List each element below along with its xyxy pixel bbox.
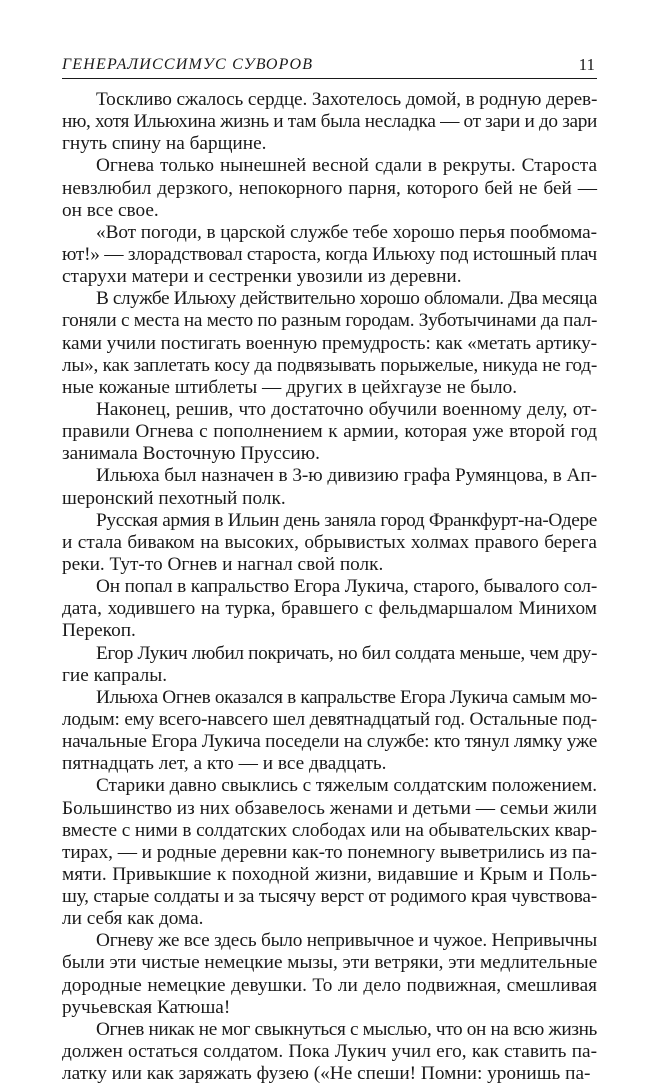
text-line: Егор Лукич любил покричать, но бил солдата меньше, чем дру-: [96, 642, 597, 664]
text-line: были эти чистые немецкие мызы, эти ветряки, эти медлительные: [62, 952, 598, 974]
text-line: мяти. Привыкшие к походной жизни, видавшие и Крым и Поль-: [62, 863, 597, 885]
text-line: реки. Тут-то Огнев и нагнал свой полк.: [62, 553, 384, 575]
text-line: Огнев никак не мог свыкнуться с мыслью, что он на всю жизнь: [96, 1018, 597, 1040]
text-line: он все свое.: [62, 199, 159, 221]
text-line: Перекоп.: [62, 620, 136, 642]
text-line: Ильюха Огнев оказался в капральстве Егора Лукича самым мо-: [96, 686, 597, 708]
text-line: латку или как заряжать фузею («Не спеши! Помни: уронишь па-: [62, 1063, 591, 1085]
paragraph: [62, 222, 597, 288]
text-line: Наконец, решив, что достаточно обучили военному делу, от-: [96, 398, 597, 420]
text-line: начальные Егора Лукича поседели на службе: кто тянул лямку уже: [62, 731, 598, 753]
text-line: старухи матери и сестренки увозили из деревни.: [62, 266, 462, 288]
text-line: ками учили постигать военную премудрость: как «метать артику-: [62, 332, 597, 354]
text-line: должен остаться солдатом. Пока Лукич учил его, как ставить па-: [62, 1041, 597, 1063]
text-line: правили Огнева с пополнением к армии, которая уже второй год: [62, 421, 597, 443]
header-rule: [62, 78, 597, 79]
text-line: Огневу же все здесь было непривычное и чужое. Непривычны: [96, 930, 597, 952]
text-line: ручьевская Катюша!: [62, 996, 231, 1018]
text-line: дородные немецкие девушки. То ли дело подвижная, смешливая: [62, 974, 597, 996]
text-line: лы», как заплетать косу да подвязывать порыжелые, никуда не год-: [62, 354, 597, 376]
running-head: [62, 52, 597, 78]
paragraph: [62, 930, 597, 1019]
paragraph: [62, 775, 597, 930]
text-line: гнуть спину на барщине.: [62, 133, 267, 155]
text-line: В службе Ильюху действительно хорошо обломали. Два месяца: [96, 288, 597, 310]
text-line: Тоскливо сжалось сердце. Захотелось домой, в родную дерев-: [96, 89, 598, 110]
text-line: «Вот погоди, в царской службе тебе хорошо перья пообмома-: [96, 221, 597, 243]
text-body: [62, 89, 597, 1085]
paragraph: [62, 687, 597, 776]
paragraph: [62, 155, 597, 221]
paragraph: [62, 288, 597, 399]
text-line: невзлюбил дерзкого, непокорного парня, которого бей не бей —: [62, 177, 597, 199]
text-line: и стала биваком на высоких, обрывистых холмах правого берега: [62, 531, 597, 553]
paragraph: [62, 643, 597, 687]
text-line: Большинство из них обзавелось женами и детьми — семьи жили: [62, 797, 597, 819]
paragraph: [62, 576, 597, 642]
text-line: занимала Восточную Пруссию.: [62, 443, 320, 465]
text-line: Старики давно свыклись с тяжелым солдатским положением.: [96, 775, 597, 797]
paragraph: [62, 399, 597, 465]
paragraph: [62, 510, 597, 576]
text-line: лодым: ему всего-навсего шел девятнадцатый год. Остальные под-: [62, 708, 597, 730]
text-line: дата, ходившего на турка, бравшего с фельдмаршалом Минихом: [62, 598, 597, 620]
text-line: тирах, — и родные деревни как-то понемногу выветрились из па-: [62, 841, 597, 863]
text-line: шеронский пехотный полк.: [62, 487, 286, 509]
text-line: Ильюха был назначен в 3-ю дивизию графа Румянцова, в Ап-: [96, 465, 597, 487]
text-line: гоняли с места на место по разным городам. Зуботычинами да пал-: [62, 310, 598, 332]
text-line: гие капралы.: [62, 664, 168, 686]
text-line: Русская армия в Ильин день заняла город Франкфурт-на-Одере: [96, 509, 597, 531]
text-line: Он попал в капральство Егора Лукича, старого, бывалого сол-: [96, 576, 598, 598]
text-line: Огнева только нынешней весной сдали в рекруты. Староста: [96, 155, 597, 177]
paragraph: [62, 89, 597, 155]
text-line: ют!» — злорадствовал староста, когда Ильюху под истошный плач: [62, 243, 597, 265]
page-number: 11: [578, 55, 595, 74]
text-line: пятнадцать лет, а кто — и все двадцать.: [62, 753, 387, 775]
paragraph: [62, 1019, 597, 1085]
text-line: вместе с ними в солдатских слободах или на обывательских квар-: [62, 819, 597, 841]
text-line: ли себя как дома.: [62, 908, 204, 930]
text-line: шу, старые солдаты и за тысячу верст от родимого края чувствова-: [62, 886, 597, 908]
running-title: ГЕНЕРАЛИССИМУС СУВОРОВ: [62, 56, 314, 73]
text-line: ню, хотя Ильюхина жизнь и там была несладка — от зари и до зари: [62, 111, 597, 133]
paragraph: [62, 465, 597, 509]
text-line: ные кожаные штиблеты — других в цейхгаузе не было.: [62, 376, 518, 398]
